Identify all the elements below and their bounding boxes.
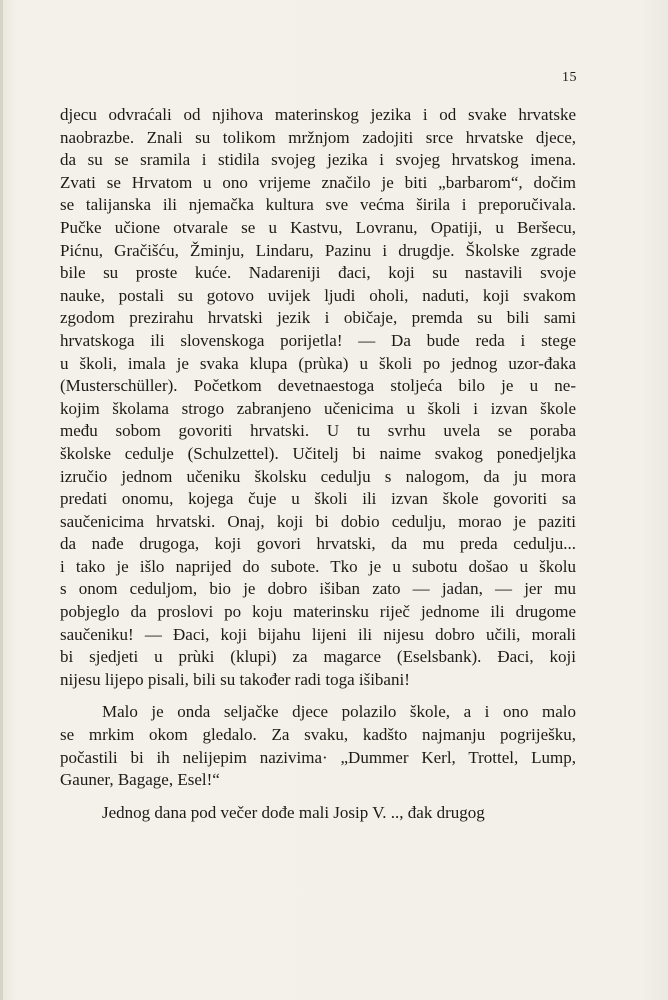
text-line: Zvati se Hrvatom u ono vrijeme značilo je biti „barbarom“, dočim — [60, 172, 576, 192]
text-line: Pićnu, Gračišću, Žminju, Lindaru, Pazinu i drugdje. Školske zgrade — [60, 240, 576, 260]
text-line: saučenicima hrvatski. Onaj, koji bi dobio cedulju, morao je paziti — [60, 511, 576, 531]
text-line: izručio jednom učeniku školsku cedulju s nalogom, da ju mora — [60, 466, 576, 486]
text-line: pobjeglo da proslovi po koju materinsku riječ jednome ili drugome — [60, 602, 576, 622]
text-line: zgodom prezirahu hrvatski jezik i običaje, premda su bili sami — [60, 308, 576, 328]
paragraph — [60, 701, 576, 791]
text-line: saučeniku! — Đaci, koji bijahu lijeni ili nijesu dobro učili, morali — [60, 624, 576, 644]
text-line: da nađe drugoga, koji govori hrvatski, da mu preda cedulju... — [60, 534, 576, 554]
text-line: u školi, imala je svaka klupa (prùka) u školi po jednog uzor-đaka — [60, 353, 576, 373]
text-line: Malo je onda seljačke djece polazilo škole, a i ono malo — [102, 702, 576, 722]
text-line: kojim školama strogo zabranjeno učenicima u školi i izvan škole — [60, 398, 576, 418]
paragraph — [60, 802, 576, 825]
body-text — [60, 104, 576, 824]
text-line: bile su proste kuće. Nadareniji đaci, koji su nastavili svoje — [60, 263, 576, 283]
text-line: bi sjedjeti u prùki (klupi) za magarce (Eselsbank). Đaci, koji — [60, 647, 576, 667]
text-line: da su se sramila i stidila svojeg jezika i svojeg hrvatskog imena. — [60, 150, 576, 170]
paragraph-gap — [60, 691, 576, 701]
text-line: Jednog dana pod večer dođe mali Josip V. .., đak drugog — [102, 802, 485, 822]
paragraph — [60, 104, 576, 691]
text-line: djecu odvraćali od njihova materinskog jezika i od svake hrvatske — [60, 105, 576, 124]
text-line: počastili bi ih nelijepim nazivima· „Dummer Kerl, Trottel, Lump, — [60, 747, 576, 767]
text-line: Pučke učione otvarale se u Kastvu, Lovranu, Opatiji, u Beršecu, — [60, 217, 576, 237]
paragraph-gap — [60, 792, 576, 802]
text-line: (Musterschüller). Početkom devetnaestoga stoljeća bilo je u ne- — [60, 376, 576, 396]
text-line: Gauner, Bagage, Esel!“ — [60, 770, 220, 790]
text-line: se talijanska ili njemačka kultura sve većma širila i preporučivala. — [60, 195, 576, 215]
text-line: s onom ceduljom, bio je dobro išiban zato — jadan, — jer mu — [60, 579, 576, 599]
page-binding-edge — [0, 0, 3, 1000]
text-line: među sobom govoriti hrvatski. U tu svrhu uvela se poraba — [60, 421, 576, 441]
text-line: predati onomu, kojega čuje u školi ili izvan škole govoriti sa — [60, 489, 576, 509]
text-line: školske cedulje (Schulzettel). Učitelj bi naime svakog ponedjeljka — [60, 443, 576, 463]
text-line: se mrkim okom gledalo. Za svaku, kadšto najmanju pogriješku, — [60, 725, 576, 745]
text-line: nijesu lijepo pisali, bili su također radi toga išibani! — [60, 669, 410, 689]
text-line: naobrazbe. Znali su tolikom mržnjom zadojiti srce hrvatske djece, — [60, 127, 576, 147]
text-line: hrvatskoga ili slovenskoga porijetla! — Da bude reda i stege — [60, 330, 576, 350]
text-line: i tako je išlo naprijed do subote. Tko je u subotu došao u školu — [60, 556, 576, 576]
text-line: nauke, postali su gotovo uvijek ljudi oholi, naduti, koji svakom — [60, 285, 576, 305]
page-number: 15 — [562, 70, 577, 85]
